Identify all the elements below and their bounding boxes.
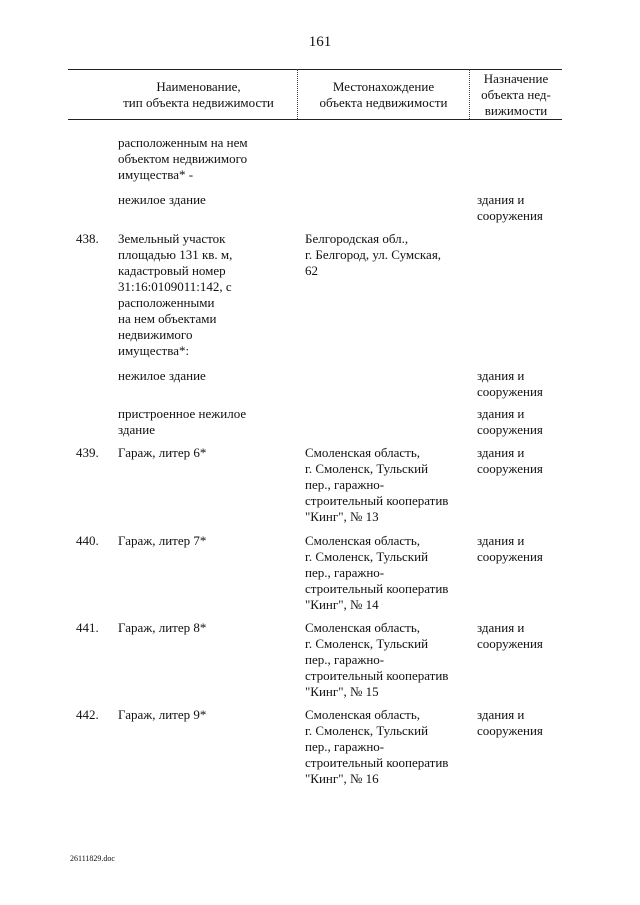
location-cell-line: "Кинг", № 14 <box>305 597 379 612</box>
purpose-cell-line: сооружения <box>477 422 543 437</box>
location-cell-line: г. Смоленск, Тульский <box>305 723 429 738</box>
purpose-cell <box>477 533 543 565</box>
object-name-cell-line: имущества* - <box>118 167 194 182</box>
header-location-line: Местонахождение <box>332 79 435 94</box>
header-name <box>100 79 297 111</box>
purpose-cell <box>477 707 543 739</box>
header-name-line: тип объекта недвижимости <box>123 95 274 110</box>
object-name-cell <box>118 231 232 359</box>
location-cell-line: Смоленская область, <box>305 620 421 635</box>
purpose-cell <box>477 192 543 224</box>
file-name-footer: 26111829.doc <box>70 854 115 863</box>
row-number: 439. <box>76 445 99 460</box>
location-cell-line: г. Белгород, ул. Сумская, <box>305 247 442 262</box>
purpose-cell-line: сооружения <box>477 461 543 476</box>
location-cell-line: строительный кооператив <box>305 755 449 770</box>
object-name-cell-line: Гараж, литер 9* <box>118 707 207 722</box>
location-cell-line: пер., гаражно- <box>305 565 385 580</box>
location-cell-line: Смоленская область, <box>305 533 421 548</box>
purpose-cell-line: сооружения <box>477 208 543 223</box>
header-purpose <box>470 71 562 119</box>
location-cell-line: Белгородская обл., <box>305 231 409 246</box>
object-name-cell <box>118 192 206 208</box>
purpose-cell <box>477 445 543 477</box>
purpose-cell-line: здания и <box>477 620 525 635</box>
object-name-cell-line: пристроенное нежилое <box>118 406 247 421</box>
object-name-cell-line: Гараж, литер 6* <box>118 445 207 460</box>
header-location <box>298 79 469 111</box>
purpose-cell-line: сооружения <box>477 723 543 738</box>
object-name-cell <box>118 533 206 549</box>
header-purpose-line: Назначение <box>483 71 549 86</box>
object-name-cell-line: здание <box>118 422 155 437</box>
location-cell-line: "Кинг", № 16 <box>305 771 379 786</box>
location-cell-line: пер., гаражно- <box>305 739 385 754</box>
object-name-cell-line: имущества*: <box>118 343 190 358</box>
header-purpose-line: объекта нед- <box>481 87 551 102</box>
object-name-cell-line: нежилое здание <box>118 192 206 207</box>
purpose-cell-line: здания и <box>477 707 525 722</box>
purpose-cell <box>477 368 543 400</box>
header-purpose-line: вижимости <box>484 103 548 118</box>
purpose-cell-line: здания и <box>477 406 525 421</box>
object-name-cell-line: 31:16:0109011:142, с <box>118 279 232 294</box>
location-cell <box>305 620 448 700</box>
object-name-cell-line: Гараж, литер 8* <box>118 620 207 635</box>
location-cell-line: строительный кооператив <box>305 581 449 596</box>
purpose-cell-line: здания и <box>477 192 525 207</box>
object-name-cell-line: площадью 131 кв. м, <box>118 247 233 262</box>
row-number: 441. <box>76 620 99 635</box>
object-name-cell <box>118 445 206 461</box>
object-name-cell-line: объектом недвижимого <box>118 151 248 166</box>
location-cell-line: пер., гаражно- <box>305 652 385 667</box>
page-number: 161 <box>308 34 332 50</box>
purpose-cell-line: здания и <box>477 533 525 548</box>
object-name-cell-line: нежилое здание <box>118 368 206 383</box>
object-name-cell <box>118 620 206 636</box>
row-number: 442. <box>76 707 99 722</box>
location-cell-line: г. Смоленск, Тульский <box>305 461 429 476</box>
purpose-cell <box>477 406 543 438</box>
object-name-cell <box>118 406 246 438</box>
purpose-cell-line: сооружения <box>477 549 543 564</box>
location-cell-line: 62 <box>305 263 318 278</box>
object-name-cell-line: расположенными <box>118 295 215 310</box>
purpose-cell-line: здания и <box>477 445 525 460</box>
location-cell <box>305 445 448 525</box>
purpose-cell <box>477 620 543 652</box>
object-name-cell <box>118 707 206 723</box>
table-top-rule <box>68 69 562 70</box>
object-name-cell-line: на нем объектами <box>118 311 217 326</box>
row-number: 438. <box>76 231 99 246</box>
object-name-cell-line: недвижимого <box>118 327 193 342</box>
object-name-cell-line: кадастровый номер <box>118 263 226 278</box>
header-name-line: Наименование, <box>156 79 241 94</box>
location-cell-line: Смоленская область, <box>305 445 421 460</box>
header-bottom-rule <box>68 119 562 120</box>
object-name-cell-line: Земельный участок <box>118 231 226 246</box>
header-location-line: объекта недвижимости <box>319 95 448 110</box>
location-cell-line: "Кинг", № 13 <box>305 509 379 524</box>
object-name-cell <box>118 135 248 183</box>
location-cell <box>305 231 441 279</box>
location-cell-line: "Кинг", № 15 <box>305 684 379 699</box>
object-name-cell <box>118 368 206 384</box>
location-cell-line: г. Смоленск, Тульский <box>305 549 429 564</box>
row-number: 440. <box>76 533 99 548</box>
location-cell-line: строительный кооператив <box>305 668 449 683</box>
location-cell <box>305 533 448 613</box>
location-cell-line: Смоленская область, <box>305 707 421 722</box>
location-cell-line: строительный кооператив <box>305 493 449 508</box>
location-cell <box>305 707 448 787</box>
purpose-cell-line: здания и <box>477 368 525 383</box>
object-name-cell-line: расположенным на нем <box>118 135 248 150</box>
location-cell-line: пер., гаражно- <box>305 477 385 492</box>
object-name-cell-line: Гараж, литер 7* <box>118 533 207 548</box>
location-cell-line: г. Смоленск, Тульский <box>305 636 429 651</box>
purpose-cell-line: сооружения <box>477 384 543 399</box>
purpose-cell-line: сооружения <box>477 636 543 651</box>
